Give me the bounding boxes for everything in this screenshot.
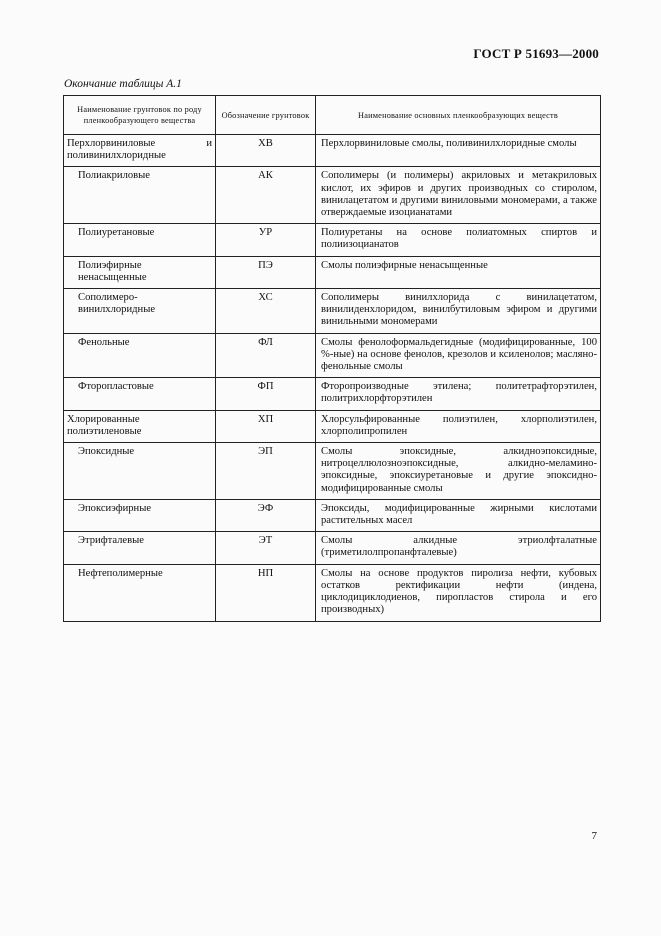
designation-cell: НП: [216, 564, 316, 621]
table-row: [64, 410, 601, 442]
primer-name-cell: Эпоксидные: [64, 443, 216, 500]
substance-cell: Смолы фенолоформальдегидные (модифицированные, 100 %-ные) на основе фенолов, крезолов и ксиленолов; масляно-фенольные смолы: [316, 333, 601, 378]
table-row: [64, 532, 601, 564]
designation-cell: ЭФ: [216, 499, 316, 531]
table-row: [64, 135, 601, 167]
substance-cell: Полиуретаны на основе полиатомных спиртов и полиизоцианатов: [316, 224, 601, 256]
table-row: [64, 564, 601, 621]
primer-table: [63, 95, 601, 622]
designation-cell: ФЛ: [216, 333, 316, 378]
designation-cell: ХС: [216, 289, 316, 334]
primer-name-cell: Хлорированные полиэтиленовые: [64, 410, 216, 442]
primer-name-cell: Фенольные: [64, 333, 216, 378]
primer-name-cell: Фторопластовые: [64, 378, 216, 410]
substance-cell: Перхлорвиниловые смолы, поливинилхлоридные смолы: [316, 135, 601, 167]
primer-name-cell: Сополимеро-винилхлоридные: [64, 289, 216, 334]
substance-cell: Смолы алкидные этриолфталатные (триметилолпропанфталевые): [316, 532, 601, 564]
table-caption: Окончание таблицы А.1: [64, 78, 182, 90]
primer-name-cell: Полиэфирные ненасыщенные: [64, 256, 216, 288]
table-row: [64, 443, 601, 500]
primer-name-cell: Эпоксиэфирные: [64, 499, 216, 531]
column-header-primer-name: Наименование грунтовок по роду пленкообразующего вещества: [64, 96, 216, 135]
substance-cell: Сополимеры винилхлорида с винилацетатом, винилиденхлоридом, винилбутиловым эфиром и другими винильными мономерами: [316, 289, 601, 334]
column-header-film-forming-substances: Наименование основных пленкообразующих веществ: [316, 96, 601, 135]
designation-cell: ПЭ: [216, 256, 316, 288]
substance-cell: Эпоксиды, модифицированные жирными кислотами растительных масел: [316, 499, 601, 531]
designation-cell: УР: [216, 224, 316, 256]
designation-cell: ХП: [216, 410, 316, 442]
page-number: 7: [591, 830, 597, 842]
designation-cell: ХВ: [216, 135, 316, 167]
table-header-row: [64, 96, 601, 135]
designation-cell: АК: [216, 167, 316, 224]
standard-designation: ГОСТ Р 51693—2000: [473, 46, 599, 61]
table-row: [64, 333, 601, 378]
substance-cell: Хлорсульфированные полиэтилен, хлорполиэтилен, хлорполипропилен: [316, 410, 601, 442]
designation-cell: ЭТ: [216, 532, 316, 564]
table-row: [64, 378, 601, 410]
substance-cell: Фторопроизводные этилена; политетрафторэтилен, политрихлорфторэтилен: [316, 378, 601, 410]
primer-name-cell: Этрифталевые: [64, 532, 216, 564]
designation-cell: ФП: [216, 378, 316, 410]
table-row: [64, 256, 601, 288]
substance-cell: Смолы эпоксидные, алкидноэпоксидные, нитроцеллюлозноэпоксидные, алкидно-меламино-эпоксидные, эпоксиуретановые и другие эпоксидно-модифицированные смолы: [316, 443, 601, 500]
designation-cell: ЭП: [216, 443, 316, 500]
substance-cell: Смолы полиэфирные ненасыщенные: [316, 256, 601, 288]
table-row: [64, 499, 601, 531]
primer-name-cell: Полиакриловые: [64, 167, 216, 224]
column-header-designation: Обозначение грунтовок: [216, 96, 316, 135]
substance-cell: Сополимеры (и полимеры) акриловых и метакриловых кислот, их эфиров и других производных со стиролом, винилацетатом и другими виниловыми мономерами, а также отверждаемые изоцианатами: [316, 167, 601, 224]
table-row: [64, 167, 601, 224]
table-row: [64, 224, 601, 256]
table-row: [64, 289, 601, 334]
primer-name-cell: Полиуретановые: [64, 224, 216, 256]
substance-cell: Смолы на основе продуктов пиролиза нефти, кубовых остатков ректификации нефти (индена, циклодициклодиенов, пиропластов стирола и его производных): [316, 564, 601, 621]
primer-name-cell: Перхлорвиниловые и поливинилхлоридные: [64, 135, 216, 167]
primer-name-cell: Нефтеполимерные: [64, 564, 216, 621]
